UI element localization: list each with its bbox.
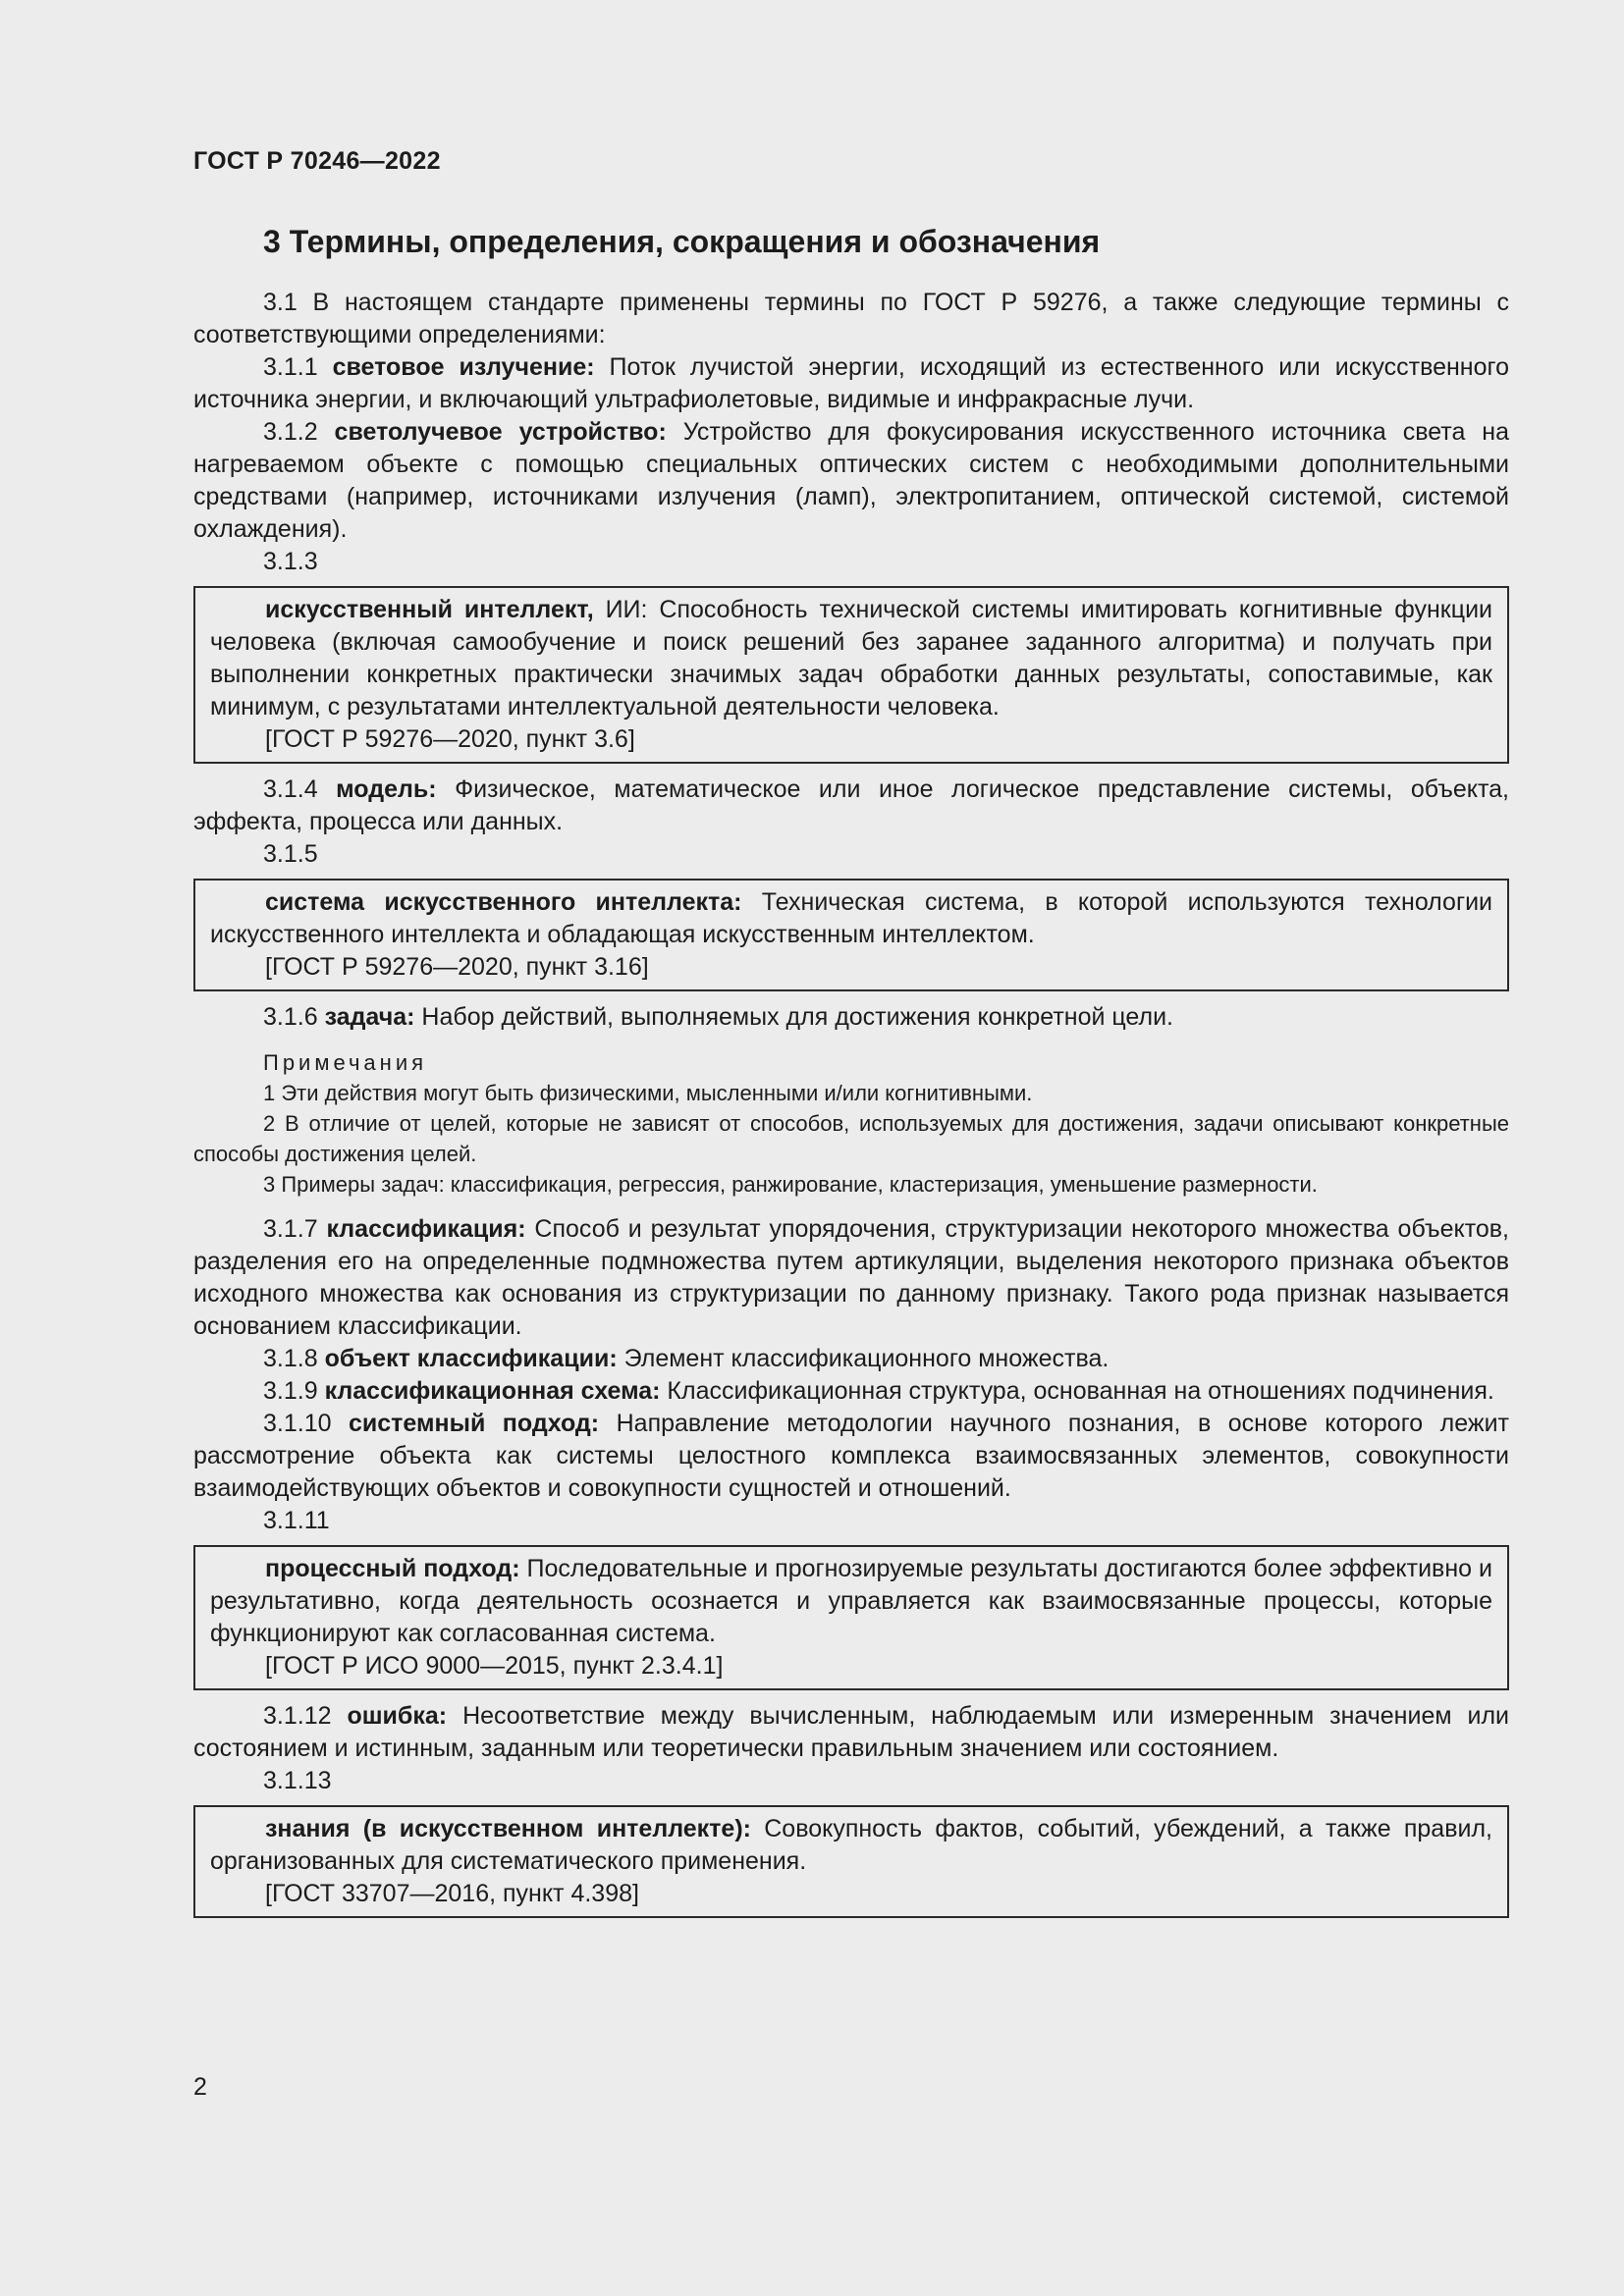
term-3-1-5 — [210, 886, 1492, 951]
term-definition: Совокупность фактов, событий, убеждений, а также правил, организованных для систематического применения. — [210, 1815, 1492, 1875]
term-number: 3.1.2 — [263, 418, 335, 446]
section-title: 3 Термины, определения, сокращения и обозначения — [263, 224, 1101, 259]
term-name: искусственный интеллект, — [265, 596, 594, 623]
term-number: 3.1.7 — [263, 1215, 327, 1243]
term-definition: Элемент классификационного множества. — [617, 1345, 1110, 1372]
term-name: задача: — [324, 1003, 415, 1031]
term-definition: ИИ: Способность технической системы имитировать когнитивные функции человека (включая самообучение и поиск решений без заранее заданного алгоритма) и получать при выполнении конкретных практически значимых задач обработки данных результаты, сопоставимые, как минимум, с результатами интеллектуальной деятельности человека. — [210, 596, 1492, 721]
term-number: 3.1.11 — [263, 1507, 330, 1534]
term-number: 3.1.9 — [263, 1377, 325, 1405]
term-number: 3.1.1 — [263, 353, 333, 381]
term-number: 3.1.13 — [263, 1767, 332, 1794]
term-number: 3.1.4 — [263, 775, 337, 803]
term-3-1-8 — [193, 1343, 1509, 1375]
term-definition: Классификационная структура, основанная на отношениях подчинения. — [660, 1377, 1494, 1405]
term-name: классификация: — [326, 1215, 526, 1243]
note-1: 1 Эти действия могут быть физическими, мысленными и/или когнитивными. — [263, 1081, 1033, 1105]
term-number: 3.1.5 — [263, 840, 318, 868]
term-3-1-12 — [193, 1700, 1509, 1765]
term-reference: [ГОСТ Р ИСО 9000—2015, пункт 2.3.4.1] — [265, 1652, 724, 1680]
term-3-1-6 — [193, 1001, 1509, 1034]
term-number: 3.1.12 — [263, 1702, 348, 1730]
term-3-1-7 — [193, 1213, 1509, 1343]
term-number: 3.1.6 — [263, 1003, 325, 1031]
term-reference: [ГОСТ Р 59276—2020, пункт 3.6] — [265, 725, 635, 753]
term-name: знания (в искусственном интеллекте): — [265, 1815, 751, 1842]
term-name: модель: — [336, 775, 437, 803]
term-3-1-13 — [210, 1813, 1492, 1878]
term-name: ошибка: — [347, 1702, 448, 1730]
term-box-3-1-13 — [193, 1805, 1509, 1918]
term-number: 3.1.8 — [263, 1345, 325, 1372]
term-name: светолучевое устройство: — [334, 418, 667, 446]
term-3-1-9 — [193, 1375, 1509, 1408]
term-definition: Несоответствие между вычисленным, наблюдаемым или измеренным значением или состоянием и истинным, заданным или теоретически правильным значением или состоянием. — [193, 1702, 1509, 1762]
term-definition: Устройство для фокусирования искусственного источника света на нагреваемом объекте с помощью специальных оптических систем с необходимыми дополнительными средствами (например, источниками излучения (ламп), электропитанием, оптической системой, системой охлаждения). — [193, 418, 1509, 543]
notes-block — [193, 1047, 1509, 1200]
term-3-1-10 — [193, 1408, 1509, 1505]
term-definition: Набор действий, выполняемых для достижения конкретной цели. — [414, 1003, 1174, 1031]
term-definition: Поток лучистой энергии, исходящий из естественного или искусственного источника энергии, и включающий ультрафиолетовые, видимые и инфракрасные лучи. — [193, 353, 1509, 413]
term-definition: Техническая система, в которой используются технологии искусственного интеллекта и обладающая искусственным интеллектом. — [210, 888, 1492, 948]
term-3-1-1 — [193, 351, 1509, 416]
term-box-3-1-3 — [193, 586, 1509, 764]
intro-paragraph: 3.1 В настоящем стандарте применены термины по ГОСТ Р 59276, а также следующие термины с соответствующими определениями: — [193, 289, 1509, 348]
term-3-1-2 — [193, 416, 1509, 546]
notes-heading: Примечания — [263, 1050, 428, 1075]
term-name: система искусственного интеллекта: — [265, 888, 742, 916]
term-reference: [ГОСТ 33707—2016, пункт 4.398] — [265, 1880, 639, 1907]
page-number: 2 — [193, 2073, 207, 2101]
document-body — [193, 287, 1509, 1928]
document-code: ГОСТ Р 70246—2022 — [193, 147, 441, 175]
term-3-1-3 — [210, 594, 1492, 723]
term-box-3-1-11 — [193, 1545, 1509, 1690]
term-definition: Способ и результат упорядочения, структуризации некоторого множества объектов, разделения его на определенные подмножества путем артикуляции, выделения некоторого признака объектов исходного множества как основания из структуризации по данному признаку. Такого рода признак называется основанием классификации. — [193, 1215, 1509, 1340]
term-definition: Физическое, математическое или иное логическое представление системы, объекта, эффекта, процесса или данных. — [193, 775, 1509, 835]
term-name: объект классификации: — [324, 1345, 618, 1372]
term-name: процессный подход: — [265, 1555, 520, 1582]
term-number: 3.1.3 — [263, 548, 318, 575]
term-number: 3.1.10 — [263, 1410, 349, 1437]
term-3-1-11 — [210, 1553, 1492, 1650]
term-3-1-4 — [193, 774, 1509, 838]
term-definition: Направление методологии научного познания, в основе которого лежит рассмотрение объекта как системы целостного комплекса взаимосвязанных элементов, совокупности взаимодействующих объектов и совокупности сущностей и отношений. — [193, 1410, 1510, 1502]
term-name: световое излучение: — [332, 353, 595, 381]
term-name: системный подход: — [349, 1410, 600, 1437]
term-definition: Последовательные и прогнозируемые результаты достигаются более эффективно и результативно, когда деятельность осознается и управляется как взаимосвязанные процессы, которые функционируют как согласованная система. — [210, 1555, 1492, 1647]
note-3: 3 Примеры задач: классификация, регрессия, ранжирование, кластеризация, уменьшение размерности. — [263, 1172, 1318, 1197]
note-2: 2 В отличие от целей, которые не зависят от способов, используемых для достижения, задачи описывают конкретные способы достижения целей. — [193, 1111, 1509, 1166]
term-box-3-1-5 — [193, 879, 1509, 991]
term-reference: [ГОСТ Р 59276—2020, пункт 3.16] — [265, 953, 649, 981]
term-name: классификационная схема: — [324, 1377, 661, 1405]
